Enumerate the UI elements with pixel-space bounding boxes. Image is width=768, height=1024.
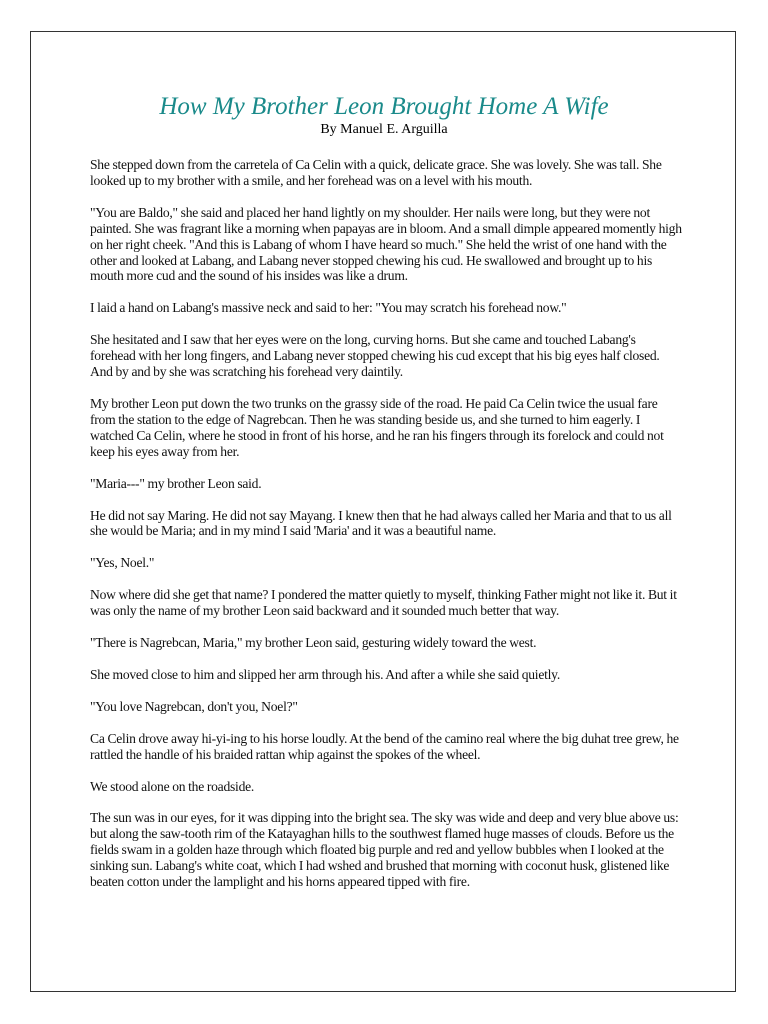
paragraph: "There is Nagrebcan, Maria," my brother Leon said, gesturing widely toward the west. <box>90 635 537 651</box>
paragraph: "You love Nagrebcan, don't you, Noel?" <box>90 698 298 714</box>
paragraph: "Yes, Noel." <box>90 555 155 571</box>
paragraph: "Maria---" my brother Leon said. <box>90 475 262 491</box>
paragraph: Ca Celin drove away hi-yi-ing to his horse loudly. At the bend of the camino real where the big duhat tree grew, he rattled the handle of his braided rattan whip against the spokes of the wheel. <box>90 730 679 762</box>
document-author: By Manuel E. Arguilla <box>320 122 448 137</box>
document-title: How My Brother Leon Brought Home A Wife <box>159 93 609 120</box>
paragraph: She stepped down from the carretela of Ca Celin with a quick, delicate grace. She was lovely. She was tall. She looked up to my brother with a smile, and her forehead was on a level with his mouth. <box>90 157 662 188</box>
paragraph: "You are Baldo," she said and placed her hand lightly on my shoulder. Her nails were long, but they were not painted. She was fragrant like a morning when papayas are in bloom. And a small dimple appeared momently high on her right cheek. "And this is Labang of whom I have heard so much." She held the wrist of one hand with the other and looked at Labang, and Labang never stopped chewing his cud. He swallowed and brought up to his mouth more cud and the sound of his insides was like a drum. <box>90 204 682 284</box>
paragraph: My brother Leon put down the two trunks on the grassy side of the road. He paid Ca Celin twice the usual fare from the station to the edge of Nagrebcan. Then he was standing beside us, and she turned to him eagerly. I watched Ca Celin, where he stood in front of his horse, and he ran his fingers through its forelock and could not keep his eyes away from her. <box>90 395 664 459</box>
paragraph: Now where did she get that name? I pondered the matter quietly to myself, thinking Father might not like it. But it was only the name of my brother Leon said backward and it sounded much better that way. <box>90 587 677 619</box>
paragraph: We stood alone on the roadside. <box>90 778 255 794</box>
paragraph: I laid a hand on Labang's massive neck and said to her: "You may scratch his forehead now." <box>90 300 567 316</box>
paragraph: She hesitated and I saw that her eyes were on the long, curving horns. But she came and touched Labang's forehead with her long fingers, and Labang never stopped chewing his cud except that his big eyes half closed. And by and by she was scratching his forehead very daintily. <box>90 332 660 380</box>
document-body <box>90 157 682 906</box>
paragraph: He did not say Maring. He did not say Mayang. I knew then that he had always called her Maria and that to us all she would be Maria; and in my mind I said 'Maria' and it was a beautiful name. <box>90 507 672 539</box>
paragraph: She moved close to him and slipped her arm through his. And after a while she said quietly. <box>90 666 560 682</box>
document-header <box>0 92 768 138</box>
paragraph: The sun was in our eyes, for it was dipping into the bright sea. The sky was wide and deep and very blue above us: but along the saw-tooth rim of the Katayaghan hills to the southwest flamed huge masses of clouds. Before us the fields swam in a golden haze through which floated big purple and red and yellow bubbles when I looked at the sinking sun. Labang's white coat, which I had wshed and brushed that morning with coconut husk, glistened like beaten cotton under the lamplight and his horns appeared tipped with fire. <box>90 810 679 890</box>
